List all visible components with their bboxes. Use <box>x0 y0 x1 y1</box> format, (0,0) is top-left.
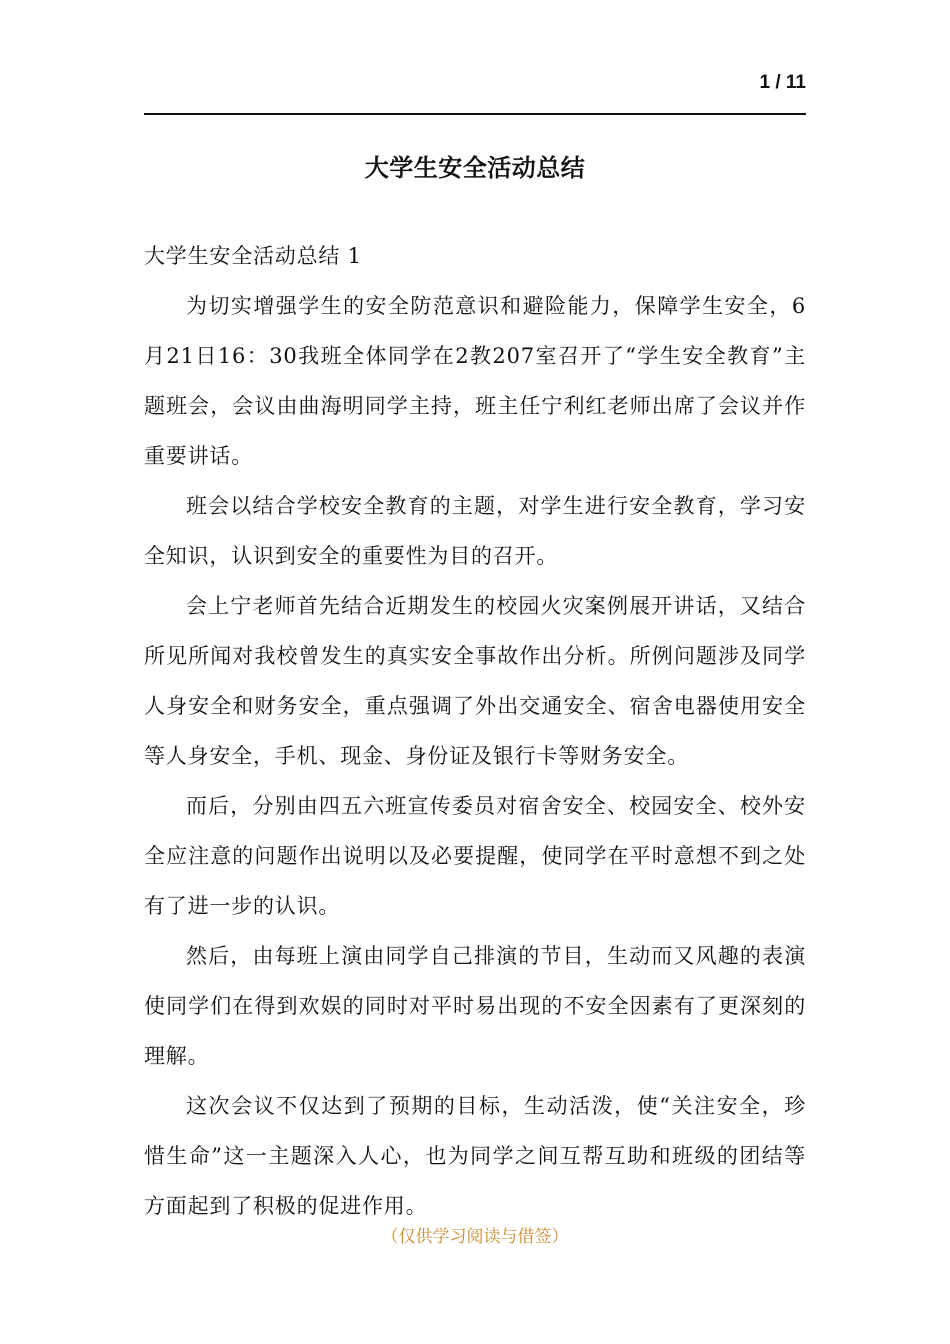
document-body <box>144 231 806 1231</box>
paragraph: 班会以结合学校安全教育的主题，对学生进行安全教育，学习安全知识，认识到安全的重要性为目的召开。 <box>144 494 806 568</box>
page-number: 1 / 11 <box>759 72 806 93</box>
header-rule <box>144 113 806 115</box>
paragraph: 而后，分别由四五六班宣传委员对宿舍安全、校园安全、校外安全应注意的问题作出说明以及必要提醒，使同学在平时意想不到之处有了进一步的认识。 <box>144 794 806 918</box>
paragraph: 为切实增强学生的安全防范意识和避险能力，保障学生安全，6月21日16：30我班全体同学在2教207室召开了“学生安全教育”主题班会，会议由曲海明同学主持，班主任宁利红老师出席了会议并作重要讲话。 <box>144 294 806 468</box>
paragraph: 会上宁老师首先结合近期发生的校园火灾案例展开讲话，又结合所见所闻对我校曾发生的真实安全事故作出分析。所例问题涉及同学人身安全和财务安全，重点强调了外出交通安全、宿舍电器使用安全等人身安全，手机、现金、身份证及银行卡等财务安全。 <box>144 594 806 768</box>
document-title: 大学生安全活动总结 <box>364 154 586 183</box>
footer-note: （仅供学习阅读与借签） <box>381 1227 569 1247</box>
section-heading: 大学生安全活动总结 1 <box>144 244 362 268</box>
paragraph: 然后，由每班上演由同学自己排演的节目，生动而又风趣的表演使同学们在得到欢娱的同时对平时易出现的不安全因素有了更深刻的理解。 <box>144 944 806 1068</box>
paragraph: 这次会议不仅达到了预期的目标，生动活泼，使“关注安全，珍惜生命”这一主题深入人心，也为同学之间互帮互助和班级的团结等方面起到了积极的促进作用。 <box>144 1094 806 1218</box>
